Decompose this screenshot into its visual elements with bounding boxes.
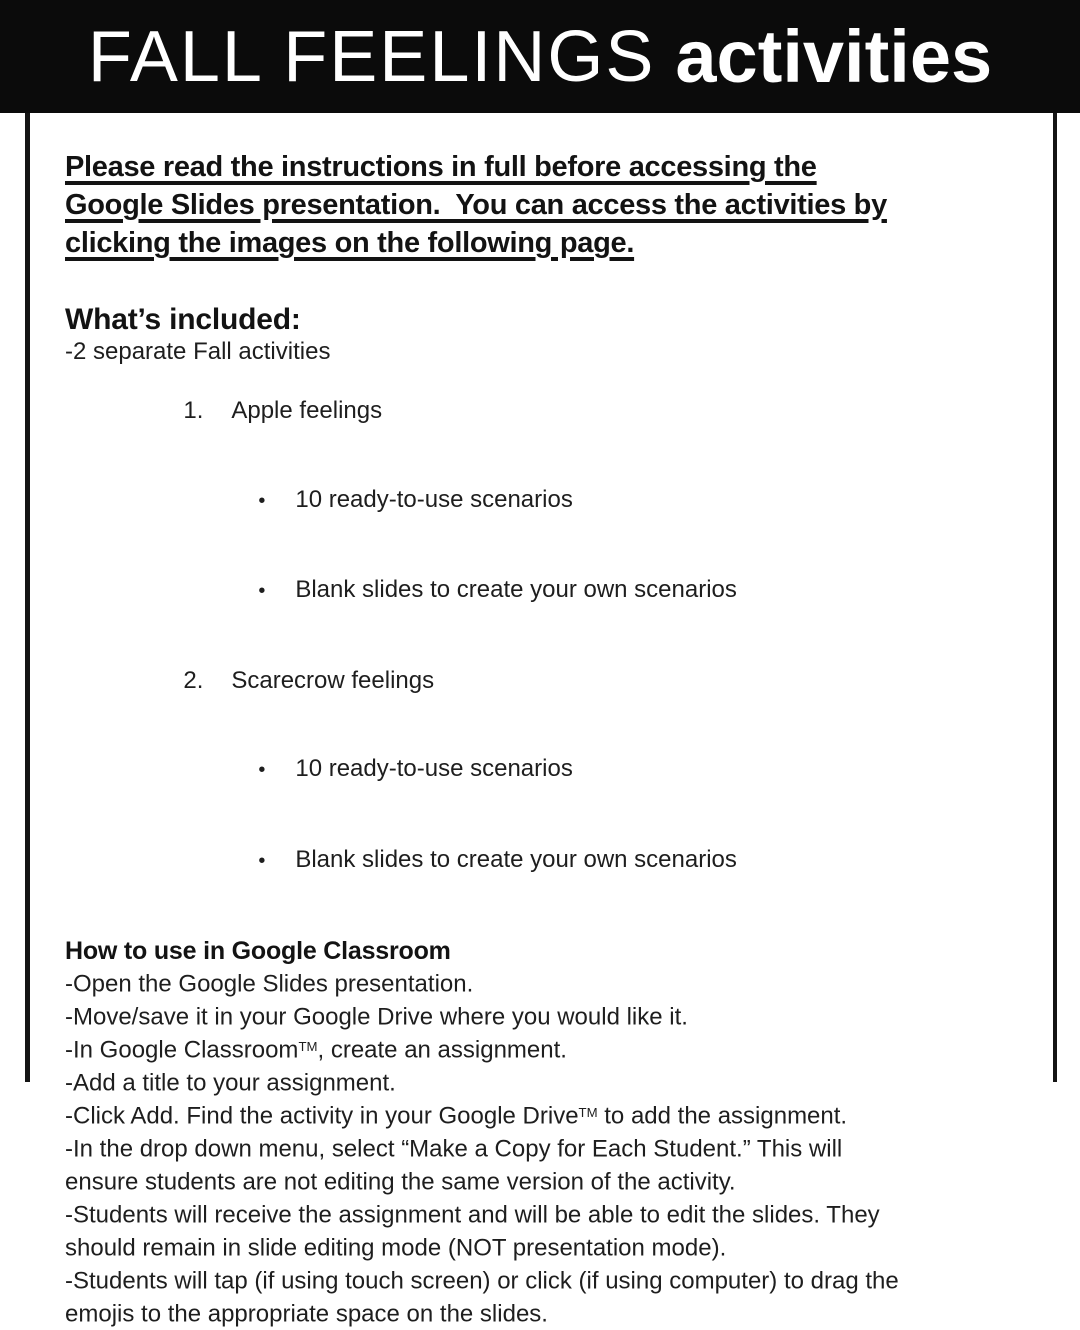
step-line-7: [65, 1164, 1040, 1197]
list-item-label: Scarecrow feelings: [231, 666, 435, 694]
step-text: -In the drop down menu, select “Make a Copy for Each Student.” This will: [65, 1135, 843, 1163]
how-to-steps: [65, 966, 1040, 1330]
trademark-superscript: TM: [298, 1038, 318, 1054]
trademark-superscript: TM: [578, 1104, 598, 1120]
step-text: to add the assignment.: [597, 1102, 848, 1130]
bullet-icon: •: [258, 580, 266, 602]
included-subheading: -2 separate Fall activities: [65, 338, 331, 365]
step-text: -Move/save it in your Google Drive where you would like it.: [65, 1003, 688, 1031]
step-line-8: [65, 1197, 1040, 1230]
step-line-11: [65, 1296, 1040, 1329]
step-text: -Open the Google Slides presentation.: [65, 970, 474, 998]
step-text: -Add a title to your assignment.: [65, 1069, 396, 1097]
step-line-4: [65, 1065, 1040, 1098]
list-item-scenarios: [205, 725, 1040, 816]
whats-included-list: [65, 337, 1040, 906]
list-item-label: Blank slides to create your own scenarios: [295, 576, 737, 603]
list-item-blank-slides: [205, 546, 1040, 637]
step-text: -Students will receive the assignment and will be able to edit the slides. They: [65, 1201, 880, 1229]
step-line-3: [65, 1032, 1040, 1065]
bullet-icon: •: [258, 849, 266, 872]
intro-line-1: Please read the instructions in full before accessing the: [65, 151, 817, 183]
list-number: 1.: [183, 397, 204, 424]
step-text: -Students will tap (if using touch screen) or click (if using computer) to drag the: [65, 1267, 899, 1295]
step-line-6: [65, 1131, 1040, 1164]
list-item-scenarios: [205, 455, 1040, 546]
intro-line-3: clicking the images on the following page.: [65, 227, 635, 259]
list-item-scarecrow-feelings: [130, 636, 1040, 725]
step-line-5: [65, 1098, 1040, 1131]
step-text: -Click Add. Find the activity in your Google Drive: [65, 1102, 579, 1130]
page-title: FALL FEELINGS: [87, 16, 656, 97]
step-text: should remain in slide editing mode (NOT presentation mode).: [65, 1234, 727, 1262]
step-text: emojis to the appropriate space on the slides.: [65, 1301, 548, 1329]
list-item-blank-slides: [205, 815, 1040, 906]
list-item-label: Blank slides to create your own scenarios: [295, 845, 737, 873]
step-line-10: [65, 1263, 1040, 1296]
page-content: [65, 113, 1040, 1330]
step-line-2: [65, 999, 1040, 1032]
bullet-icon: •: [258, 489, 266, 512]
bullet-icon: •: [258, 759, 266, 781]
how-to-heading: How to use in Google Classroom: [65, 936, 451, 965]
intro-paragraph: [65, 148, 1040, 262]
step-line-1: [65, 966, 1040, 999]
whats-included-heading: What’s included:: [65, 303, 301, 336]
page-title-accent: activities: [675, 15, 993, 98]
step-text: ensure students are not editing the same version of the activity.: [65, 1168, 736, 1196]
step-text: , create an assignment.: [317, 1036, 567, 1064]
list-item-label: Apple feelings: [231, 397, 383, 424]
list-item-label: 10 ready-to-use scenarios: [295, 755, 573, 782]
list-item-label: 10 ready-to-use scenarios: [295, 485, 573, 513]
intro-line-2: Google Slides presentation. You can access the activities by: [65, 189, 887, 221]
list-number: 2.: [183, 666, 204, 694]
title-banner: [0, 0, 1080, 113]
step-text: -In Google Classroom: [65, 1036, 299, 1064]
step-line-9: [65, 1230, 1040, 1263]
list-item-apple-feelings: [130, 367, 1040, 456]
